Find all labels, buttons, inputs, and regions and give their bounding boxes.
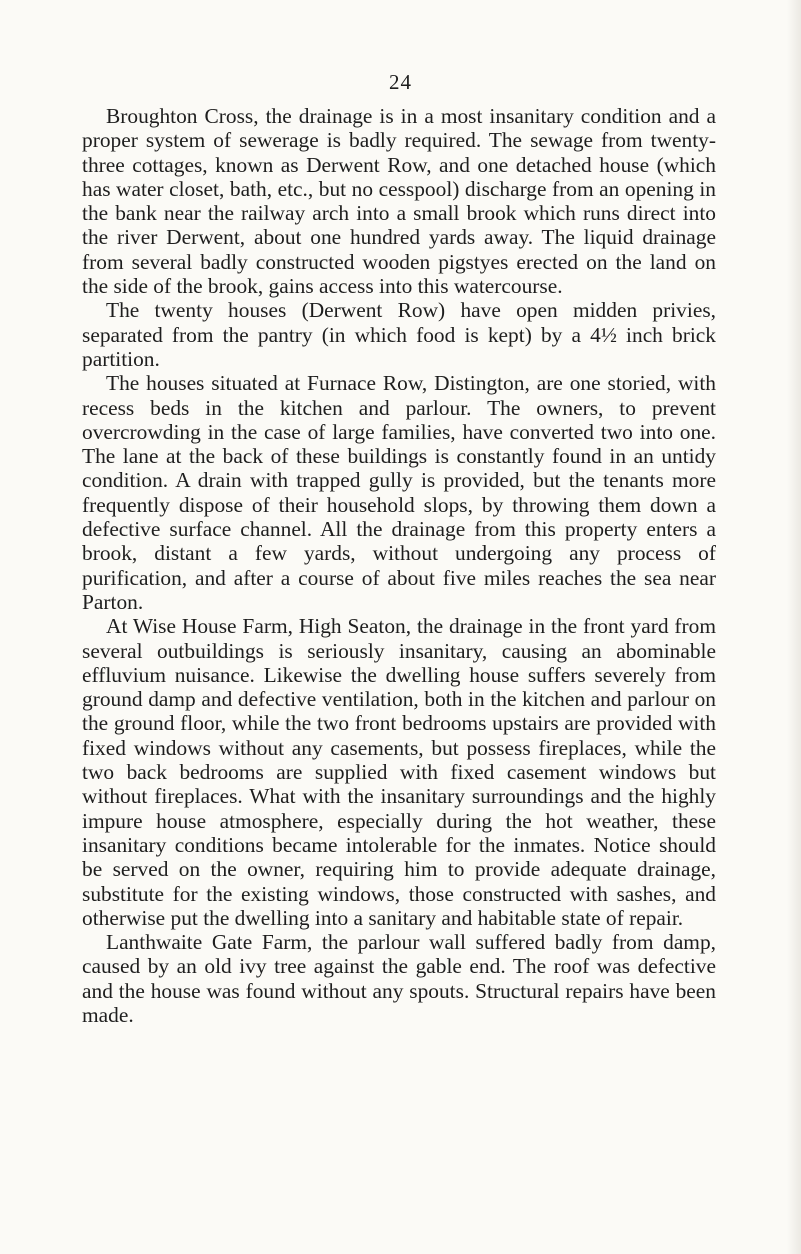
page-number: 24 <box>389 70 412 94</box>
paragraph-wise-house-farm: At Wise House Farm, High Seaton, the drainage in the front yard from several outbuildings is seriously insanitary, causing an abominable effluvium nuisance. Likewise the dwelling house suffers severely from ground damp and defective ventilation, both in the kitchen and parlour on the ground floor, while the two front bedrooms upstairs are provided with fixed windows without any casements, but possess fireplaces, while the two back bedrooms are supplied with fixed casement windows but without fireplaces. What with the insanitary surroundings and the highly impure house atmosphere, especially during the hot weather, these insanitary conditions became intolerable for the inmates. Notice should be served on the owner, requiring him to provide adequate drainage, substitute for the existing windows, those constructed with sashes, and otherwise put the dwelling into a sanitary and habitable state of repair. <box>82 614 716 930</box>
page-body <box>82 104 716 1027</box>
paragraph-broughton-cross: Broughton Cross, the drainage is in a most insanitary condition and a proper system of sewerage is badly required. The sewage from twenty-three cottages, known as Derwent Row, and one detached house (which has water closet, bath, etc., but no cesspool) discharge from an opening in the bank near the railway arch into a small brook which runs direct into the river Derwent, about one hundred yards away. The liquid drainage from several badly constructed wooden pigstyes erected on the land on the side of the brook, gains access into this watercourse. <box>82 104 716 299</box>
page-edge-shadow <box>787 0 801 1254</box>
paragraph-furnace-row: The houses situated at Furnace Row, Distington, are one storied, with recess beds in the kitchen and parlour. The owners, to prevent overcrowding in the case of large families, have converted two into one. The lane at the back of these buildings is constantly found in an untidy condition. A drain with trapped gully is provided, but the tenants more frequently dispose of their household slops, by throwing them down a defective surface channel. All the drainage from this property enters a brook, distant a few yards, without undergoing any process of purification, and after a course of about five miles reaches the sea near Parton. <box>82 371 716 614</box>
paragraph-lanthwaite-gate-farm: Lanthwaite Gate Farm, the parlour wall suffered badly from damp, caused by an old ivy tree against the gable end. The roof was defective and the house was found without any spouts. Structural repairs have been made. <box>82 930 716 1027</box>
paragraph-derwent-row-privies: The twenty houses (Derwent Row) have open midden privies, separated from the pantry (in which food is kept) by a 4½ inch brick partition. <box>82 298 716 371</box>
